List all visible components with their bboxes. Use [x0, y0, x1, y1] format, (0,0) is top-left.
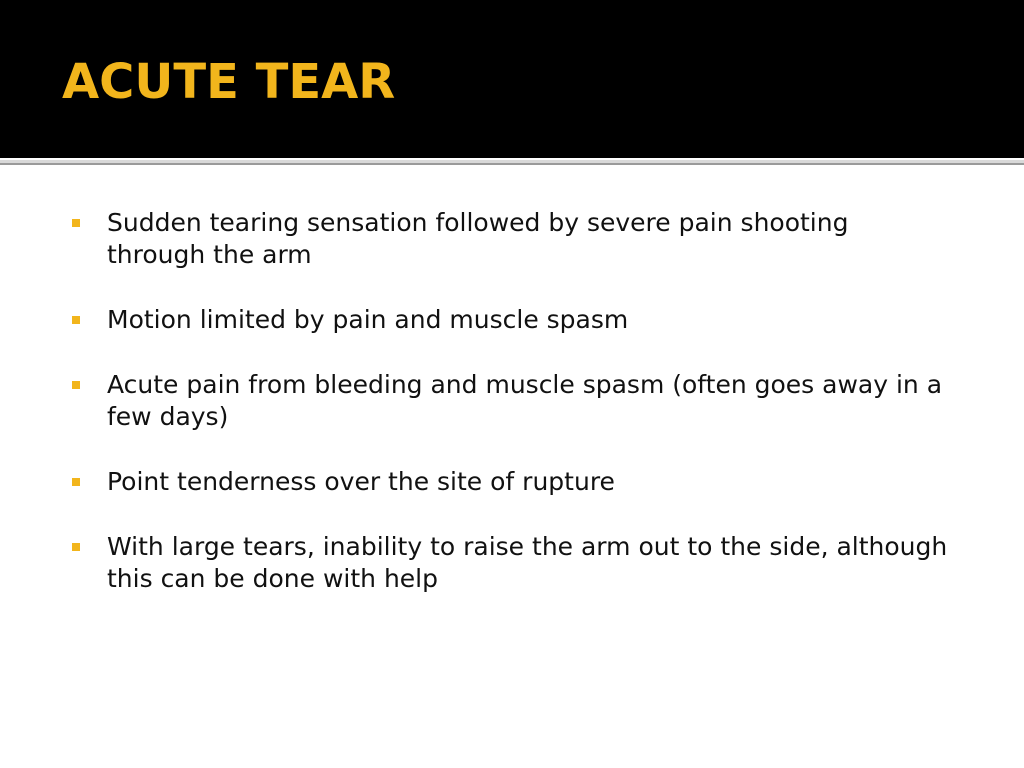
- bullet-text: Acute pain from bleeding and muscle spasm (often goes away in a few days): [107, 370, 943, 431]
- square-bullet-icon: [72, 219, 80, 227]
- square-bullet-icon: [72, 316, 80, 324]
- title-separator-dark: [0, 163, 1024, 165]
- square-bullet-icon: [72, 478, 80, 486]
- bullet-item: [70, 466, 950, 498]
- slide-title: ACUTE TEAR: [62, 54, 396, 110]
- bullet-item: [70, 369, 950, 433]
- bullet-item: [70, 304, 950, 336]
- square-bullet-icon: [72, 381, 80, 389]
- title-bar: [0, 0, 1024, 158]
- bullet-text: Sudden tearing sensation followed by severe pain shooting through the arm: [107, 208, 849, 269]
- square-bullet-icon: [72, 543, 80, 551]
- bullet-list: [70, 207, 950, 628]
- bullet-text: With large tears, inability to raise the arm out to the side, although this can be done with help: [107, 532, 948, 593]
- bullet-text: Motion limited by pain and muscle spasm: [107, 305, 629, 334]
- bullet-text: Point tenderness over the site of rupture: [107, 467, 615, 496]
- bullet-item: [70, 207, 950, 271]
- bullet-item: [70, 531, 950, 595]
